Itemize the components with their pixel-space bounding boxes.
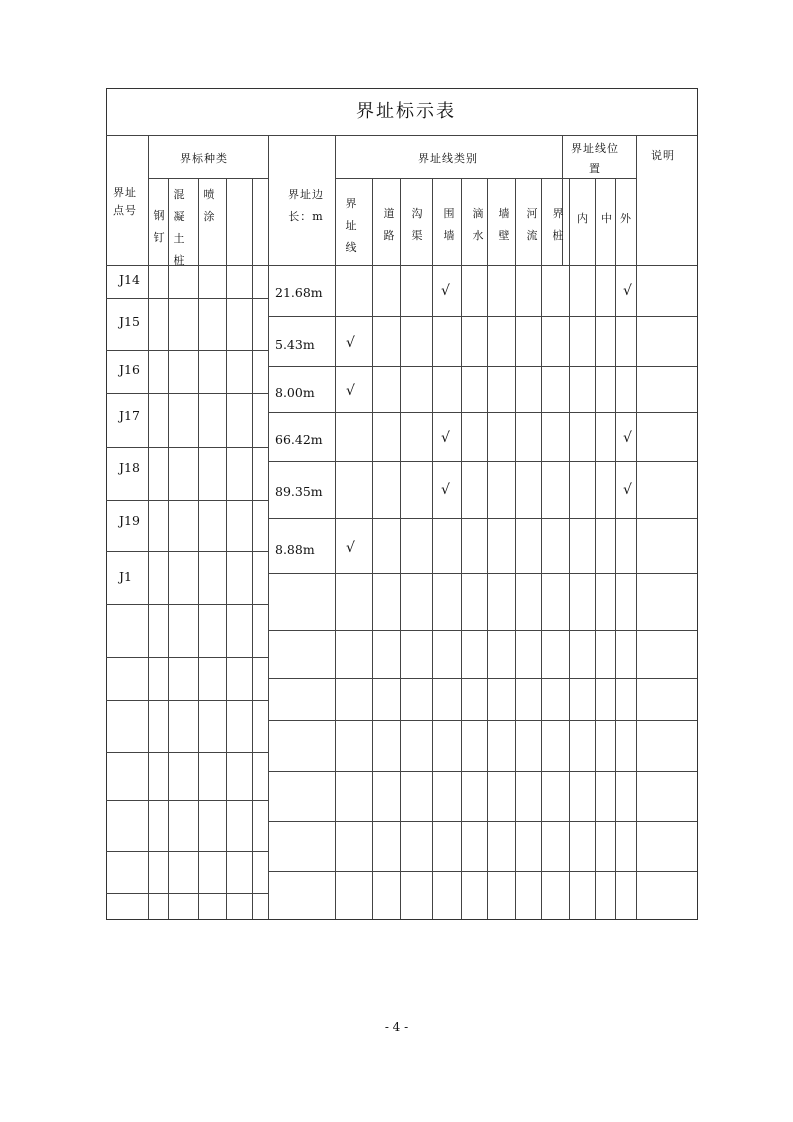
category-check-mark: √ — [346, 335, 355, 351]
line-position-label: 内 — [577, 212, 589, 225]
grid-line — [268, 573, 697, 574]
grid-line — [106, 893, 268, 894]
line-position-label: 中 — [601, 212, 613, 225]
grid-line — [268, 630, 697, 631]
edge-length: 66.42m — [275, 432, 323, 447]
table-title: 界址标示表 — [356, 101, 456, 122]
category-check-mark: √ — [441, 283, 450, 299]
grid-line — [268, 678, 697, 679]
grid-line — [595, 178, 596, 919]
grid-line — [106, 135, 697, 136]
grid-line — [268, 771, 697, 772]
category-check-mark: √ — [441, 482, 450, 498]
header-edge-length: 界址边长：m — [288, 188, 324, 223]
line-category-label: 墙壁 — [498, 207, 510, 242]
grid-line — [268, 135, 269, 919]
edge-length: 8.00m — [275, 385, 315, 400]
header-line-category: 界址线类别 — [418, 152, 478, 165]
grid-line — [226, 178, 227, 919]
category-check-mark: √ — [441, 430, 450, 446]
grid-line — [541, 178, 542, 919]
grid-line — [252, 178, 253, 919]
position-check-mark: √ — [623, 283, 632, 299]
grid-line — [615, 178, 616, 919]
grid-line — [106, 447, 268, 448]
header-note: 说明 — [651, 149, 675, 162]
edge-length: 5.43m — [275, 337, 315, 352]
line-position-label: 外 — [620, 212, 632, 225]
line-category-label: 滴水 — [472, 207, 484, 242]
grid-line — [268, 412, 697, 413]
grid-line — [335, 178, 562, 179]
grid-line — [335, 135, 336, 919]
grid-line — [432, 178, 433, 919]
grid-line — [268, 316, 697, 317]
line-category-label: 界址线 — [345, 197, 357, 254]
grid-line — [106, 700, 268, 701]
point-label: J1 — [119, 569, 132, 584]
grid-line — [148, 135, 149, 919]
point-label: J17 — [119, 408, 140, 423]
category-check-mark: √ — [346, 540, 355, 556]
grid-line — [106, 604, 268, 605]
grid-line — [106, 350, 268, 351]
grid-line — [569, 178, 570, 919]
grid-line — [106, 551, 268, 552]
line-category-label: 界桩 — [552, 207, 564, 242]
grid-line — [148, 178, 268, 179]
position-check-mark: √ — [623, 482, 632, 498]
grid-line — [400, 178, 401, 919]
header-marker-type: 界标种类 — [180, 152, 228, 165]
point-label: J16 — [119, 362, 140, 377]
grid-line — [268, 366, 697, 367]
grid-line — [636, 135, 637, 919]
grid-line — [461, 178, 462, 919]
line-category-label: 围墙 — [443, 207, 455, 242]
grid-line — [106, 752, 268, 753]
point-label: J18 — [119, 460, 140, 475]
grid-line — [106, 800, 268, 801]
line-category-label: 沟渠 — [411, 207, 423, 242]
header-point-no: 界址点号 — [113, 186, 137, 217]
grid-line — [106, 851, 268, 852]
grid-line — [268, 461, 697, 462]
marker-type-label: 喷涂 — [203, 188, 215, 223]
grid-line — [515, 178, 516, 919]
grid-line — [106, 500, 268, 501]
grid-line — [106, 298, 268, 299]
marker-type-label: 混凝土桩 — [173, 188, 185, 267]
grid-line — [487, 178, 488, 919]
point-label: J14 — [119, 272, 140, 287]
grid-line — [168, 178, 169, 919]
edge-length: 8.88m — [275, 542, 315, 557]
position-check-mark: √ — [623, 430, 632, 446]
grid-line — [106, 393, 268, 394]
grid-line — [268, 720, 697, 721]
edge-length: 21.68m — [275, 285, 323, 300]
grid-line — [106, 265, 697, 266]
grid-line — [268, 518, 697, 519]
grid-line — [198, 178, 199, 919]
edge-length: 89.35m — [275, 484, 323, 499]
page-number: - 4 - — [384, 1020, 409, 1034]
category-check-mark: √ — [346, 383, 355, 399]
header-line-position: 界址线位置 — [571, 142, 619, 175]
point-label: J15 — [119, 314, 140, 329]
grid-line — [268, 871, 697, 872]
line-category-label: 河流 — [526, 207, 538, 242]
line-category-label: 道路 — [383, 207, 395, 242]
grid-line — [106, 657, 268, 658]
grid-line — [372, 178, 373, 919]
grid-line — [268, 821, 697, 822]
point-label: J19 — [119, 513, 140, 528]
marker-type-label: 钢钉 — [153, 209, 165, 244]
